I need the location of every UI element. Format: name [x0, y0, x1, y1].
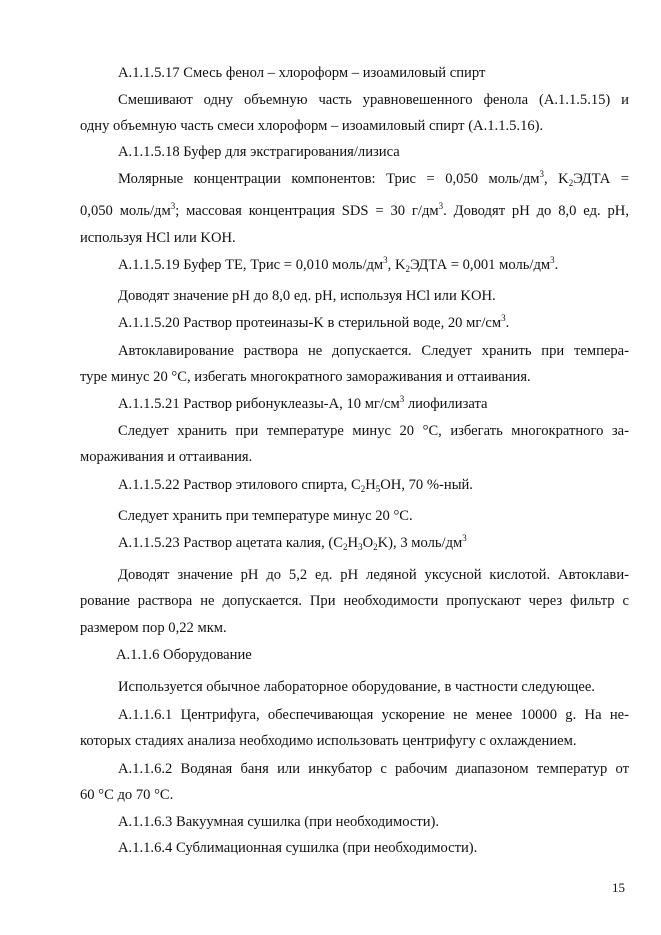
paragraph-line: используя HCl или KOH. [80, 230, 236, 246]
paragraph-line: Смешивают одну объемную часть уравновешенного фенола (А.1.1.5.15) и [118, 92, 629, 108]
subscript: 2 [343, 542, 348, 552]
subscript: 2 [405, 264, 411, 274]
paragraph-line: Доводят значение рН до 5,2 ед. рН ледяной уксусной кислотой. Автоклави- [118, 567, 629, 583]
section-heading-a11164: А.1.1.6.4 Сублимационная сушилка (при необходимости). [118, 840, 478, 856]
subscript: 2 [360, 484, 366, 494]
text-run: Молярные концентрации компонентов: Трис = 0,050 моль/дм [118, 171, 540, 187]
text-run: H [365, 477, 376, 493]
text-run: ЭДТА = 0,001 моль/дм [410, 257, 551, 273]
subscript: 2 [373, 542, 378, 552]
section-heading-a11163: А.1.1.6.3 Вакуумная сушилка (при необходимости). [118, 814, 440, 830]
text-run: O [362, 535, 374, 551]
paragraph-line: размером пор 0,22 мкм. [80, 620, 227, 636]
section-heading-a11523 [118, 534, 467, 552]
paragraph-line: 60 °С до 70 °С. [80, 787, 174, 803]
text-run: А.1.1.5.21 Раствор рибонуклеазы-А, 10 мг/см [118, 396, 400, 412]
section-heading-a11521 [118, 395, 487, 413]
text-run: . [554, 257, 559, 273]
paragraph-line: Доводят значение рН до 8,0 ед. рН, используя HCl или KOH. [118, 288, 496, 304]
text-run: . Доводят рН до 8,0 ед. рН, [443, 203, 629, 219]
superscript: 3 [550, 255, 555, 265]
section-heading-a11520 [118, 314, 509, 332]
superscript: 3 [170, 201, 176, 211]
section-heading-a1116: А.1.1.6 Оборудование [116, 647, 252, 663]
text-run: K), 3 моль/дм [377, 535, 463, 551]
paragraph-line: рование раствора не допускается. При необходимости пропускают через фильтр с [80, 593, 629, 609]
text-run: А.1.1.5.20 Раствор протеиназы-K в стерильной воде, 20 мг/см [118, 315, 502, 331]
text-run: H [347, 535, 359, 551]
paragraph-line: А.1.1.6.2 Водяная баня или инкубатор с рабочим диапазоном температур от [118, 761, 629, 777]
subscript: 5 [375, 484, 381, 494]
text-run: 0,050 моль/дм [80, 203, 171, 219]
superscript: 3 [438, 201, 444, 211]
superscript: 3 [462, 533, 467, 543]
section-heading-a11522 [118, 476, 473, 494]
superscript: 3 [539, 169, 545, 179]
paragraph-line: которых стадиях анализа необходимо использовать центрифугу с охлаждением. [80, 733, 577, 749]
paragraph-line: туре минус 20 °С, избегать многократного замораживания и оттаивания. [80, 369, 531, 385]
paragraph-line: мораживания и оттаивания. [80, 449, 253, 465]
text-run: . [505, 315, 510, 331]
text-run: ; массовая концентрация SDS = 30 г/дм [175, 203, 439, 219]
paragraph-line: Следует хранить при температуре минус 20 °С. [118, 508, 413, 524]
superscript: 3 [501, 313, 506, 323]
text-run: А.1.1.5.23 Раствор ацетата калия, (C [118, 535, 344, 551]
subscript: 2 [568, 178, 574, 188]
section-heading-a11518: А.1.1.5.18 Буфер для экстрагирования/лизиса [118, 144, 400, 160]
subscript: 3 [358, 542, 363, 552]
text-run: А.1.1.5.22 Раствор этилового спирта, C [118, 477, 361, 493]
text-run: OH, 70 %-ный. [380, 477, 473, 493]
paragraph-line [118, 170, 629, 188]
text-run: А.1.1.5.19 Буфер ТЕ, Трис = 0,010 моль/дм [118, 257, 384, 273]
superscript: 3 [383, 255, 388, 265]
section-heading-a11517: А.1.1.5.17 Смесь фенол – хлороформ – изоамиловый спирт [118, 65, 486, 81]
text-run: , K [544, 171, 569, 187]
paragraph-line: одну объемную часть смеси хлороформ – изоамиловый спирт (А.1.1.5.16). [80, 118, 544, 134]
paragraph-line: А.1.1.6.1 Центрифуга, обеспечивающая ускорение не менее 10000 g. На не- [118, 707, 629, 723]
section-heading-a11519 [118, 256, 558, 274]
paragraph-line: Следует хранить при температуре минус 20 °С, избегать многократного за- [118, 423, 629, 439]
paragraph-line: Используется обычное лабораторное оборудование, в частности следующее. [118, 679, 595, 695]
superscript: 3 [399, 394, 405, 404]
text-run: , K [387, 257, 406, 273]
text-run: ЭДТА = [573, 171, 630, 187]
paragraph-line [80, 202, 629, 220]
text-run: лиофилизата [404, 396, 488, 412]
page-number: 15 [612, 880, 625, 895]
paragraph-line: Автоклавирование раствора не допускается. Следует хранить при темпера- [118, 343, 629, 359]
